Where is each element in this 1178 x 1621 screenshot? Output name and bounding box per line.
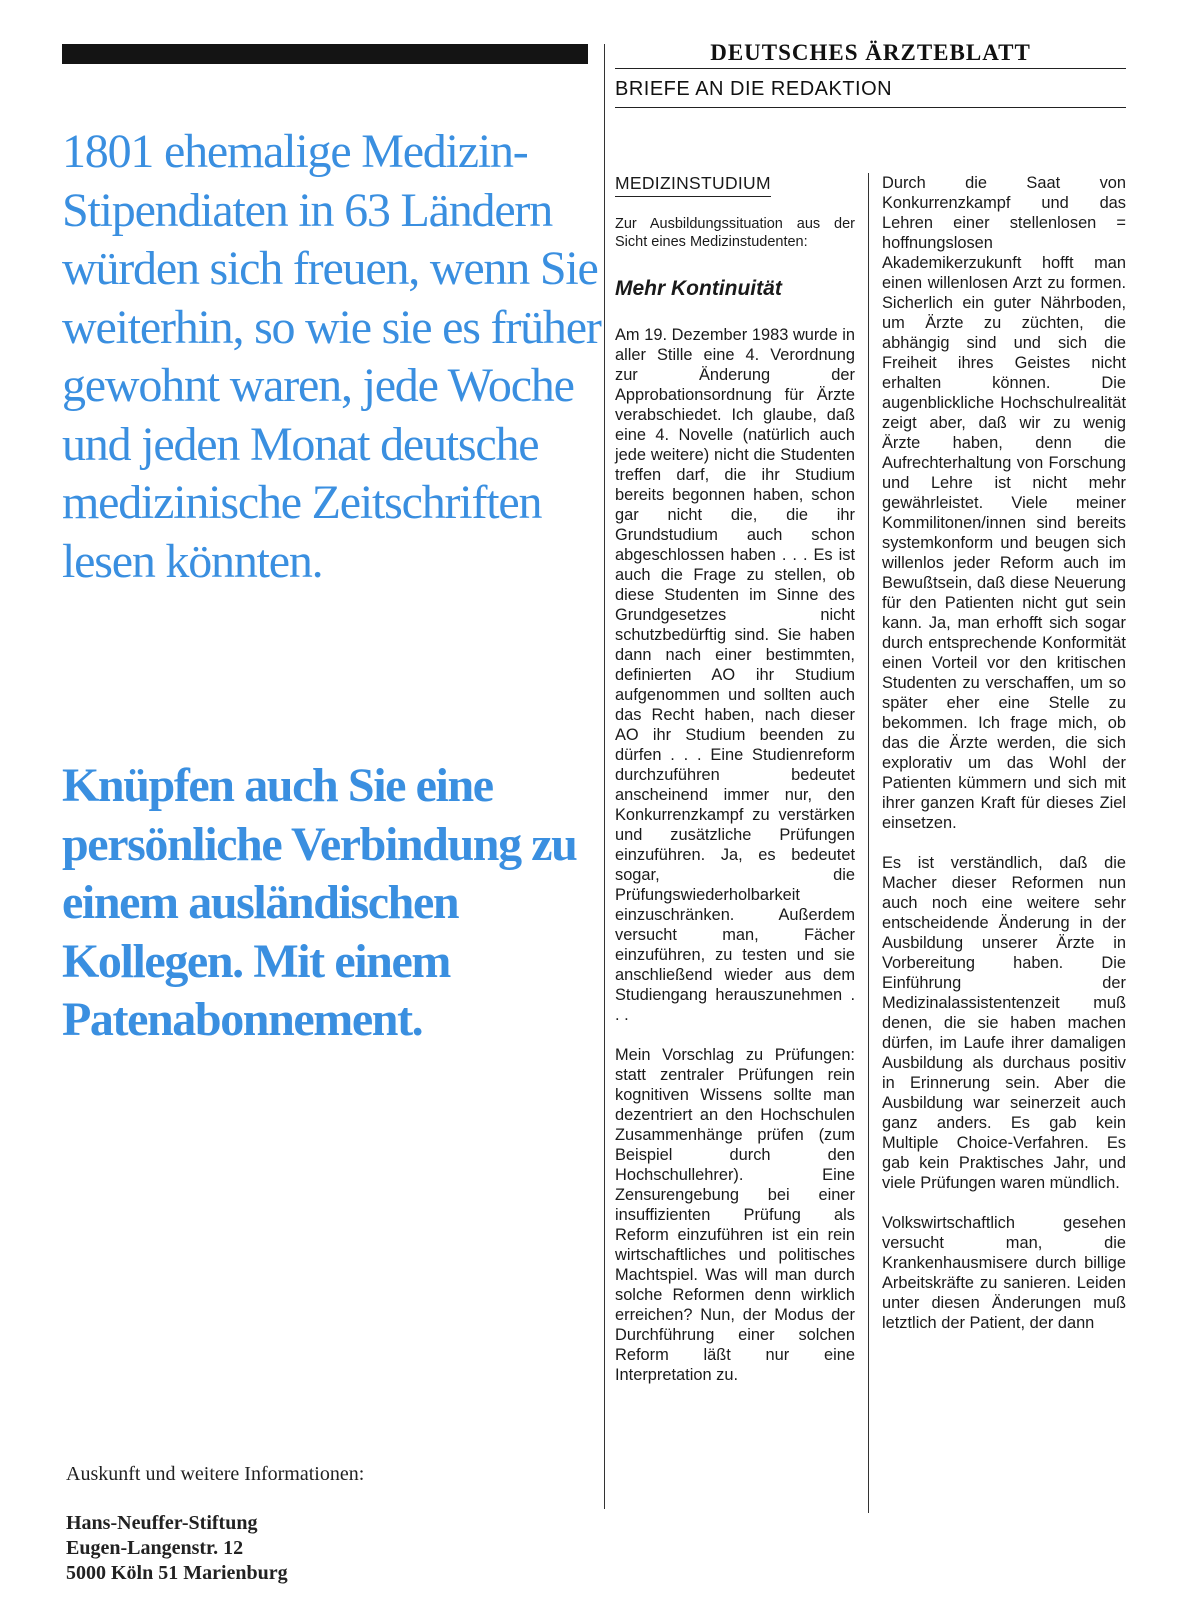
advert-top-bar xyxy=(62,44,588,64)
article-paragraph: Es ist verständlich, daß die Macher dieser Reformen nun auch noch eine weitere sehr entscheidende Änderung in der Ausbildung unserer Ärzte in Vorbereitung haben. Die Einführung der Medizinalassistentenzeit muß denen, die sie haben machen dürfen, im Laufe ihrer damaligen Ausbildung als durchaus positiv in Erinnerung sein. Aber die Ausbildung war seinerzeit auch ganz anders. Es gab kein Multiple Choice-Verfahren. Es gab kein Praktisches Jahr, und viele Prüfungen waren mündlich. xyxy=(882,854,1126,1192)
article-column-1 xyxy=(615,173,855,1405)
article-paragraph: Durch die Saat von Konkurrenzkampf und das Lehren einer stellenlosen = hoffnungslosen Akademikerzukunft hofft man einen willenlosen Arzt zu formen. Sicherlich ein guter Nährboden, um Ärzte zu züchten, die abhängig sind und sich die Freiheit ihres Geistes nicht erhalten können. Die augenblickliche Hochschulrealität zeigt aber, daß wir zu wenig Ärzte haben, denn die Aufrechterhaltung von Forschung und Lehre ist nicht mehr gewährleistet. Viele meiner Kommilitonen/innen sind bereits systemkonform und beugen sich willenlos jeder Reform auch im Bewußtsein, daß diese Neuerung für den Patienten nicht gut sein kann. Ja, man erhofft sich sogar durch entsprechende Konformität einen Vorteil vor den kritischen Studenten zu verschaffen, um so später eher eine Stelle zu bekommen. Ich frage mich, ob das die Ärzte werden, die sich explorativ um das Wohl der Patienten kümmern und sich mit ihrer ganzen Kraft für dieses Ziel einsetzen. xyxy=(882,174,1126,832)
advert-info-label: Auskunft und weitere Informationen: xyxy=(66,1463,365,1485)
article-paragraph: Mein Vorschlag zu Prüfungen: statt zentraler Prüfungen rein kognitiven Wissens sollte man dezentriert an den Hochschulen Zusammenhänge prüfen (zum Beispiel durch den Hochschullehrer). Eine Zensurengebung bei einer insuffizienten Prüfung als Reform einzuführen ist ein rein wirtschaftliches und politisches Machtspiel. Was will man durch solche Reformen denn wirklich erreichen? Nun, der Modus der Durchführung einer solchen Reform läßt nur eine Interpretation zu. xyxy=(615,1046,855,1384)
article-title: Mehr Kontinuität xyxy=(615,277,782,300)
section-rule xyxy=(615,107,1126,108)
article-column-2 xyxy=(882,173,1126,1353)
header-rule xyxy=(615,68,1126,69)
journal-title: DEUTSCHES ÄRZTEBLATT xyxy=(710,40,1031,65)
advert-subheadline: Knüpfen auch Sie eine persönliche Verbindung zu einem ausländischen Kollegen. Mit einem Patenabonnement. xyxy=(62,759,577,1046)
address-line: Hans-Neuffer-Stiftung xyxy=(66,1512,258,1534)
article-intro: Zur Ausbildungssituation aus der Sicht eines Medizinstudenten: xyxy=(615,216,855,250)
article-column-divider xyxy=(868,173,869,1513)
advert-address xyxy=(66,1511,288,1586)
section-title: BRIEFE AN DIE REDAKTION xyxy=(615,78,893,100)
address-line: 5000 Köln 51 Marienburg xyxy=(66,1562,288,1584)
article-paragraph: Volkswirtschaftlich gesehen versucht man, die Krankenhausmisere durch billige Arbeitskräfte zu sanieren. Leiden unter diesen Änderungen muß letztlich der Patient, der dann xyxy=(882,1214,1126,1332)
address-line: Eugen-Langenstr. 12 xyxy=(66,1537,244,1559)
article-paragraph: Am 19. Dezember 1983 wurde in aller Stille eine 4. Verordnung zur Änderung der Approbationsordnung für Ärzte verabschiedet. Ich glaube, daß eine 4. Novelle (natürlich auch jede weitere) nicht die Studenten treffen darf, die ihr Studium bereits begonnen haben, schon gar nicht die, die ihr Grundstudium auch schon abgeschlossen haben . . . Es ist auch die Frage zu stellen, ob diese Studenten im Sinne des Grundgesetzes nicht schutzbedürftig sind. Sie haben dann nach einer bestimmten, definierten AO ihr Studium aufgenommen und sollten auch das Recht haben, nach dieser AO ihr Studium beenden zu dürfen . . . Eine Studienreform durchzuführen bedeutet anscheinend immer nur, den Konkurrenzkampf zu verstärken und zusätzliche Prüfungen einzuführen. Ja, es bedeutet sogar, die Prüfungswiederholbarkeit einzuschränken. Außerdem versucht man, Fächer einzuführen, zu testen und sie anschließend wieder aus dem Studiengang herauszunehmen . . . xyxy=(615,326,855,1024)
article-rubric: MEDIZINSTUDIUM xyxy=(615,173,771,197)
advert-headline: 1801 ehemalige Medizin-Stipendiaten in 63 Ländern würden sich freuen, wenn Sie weiterhin, so wie sie es früher gewohnt waren, jede Woche und jeden Monat deutsche medizinische Zeitschriften lesen könnten. xyxy=(62,125,601,588)
column-divider xyxy=(604,44,605,1509)
